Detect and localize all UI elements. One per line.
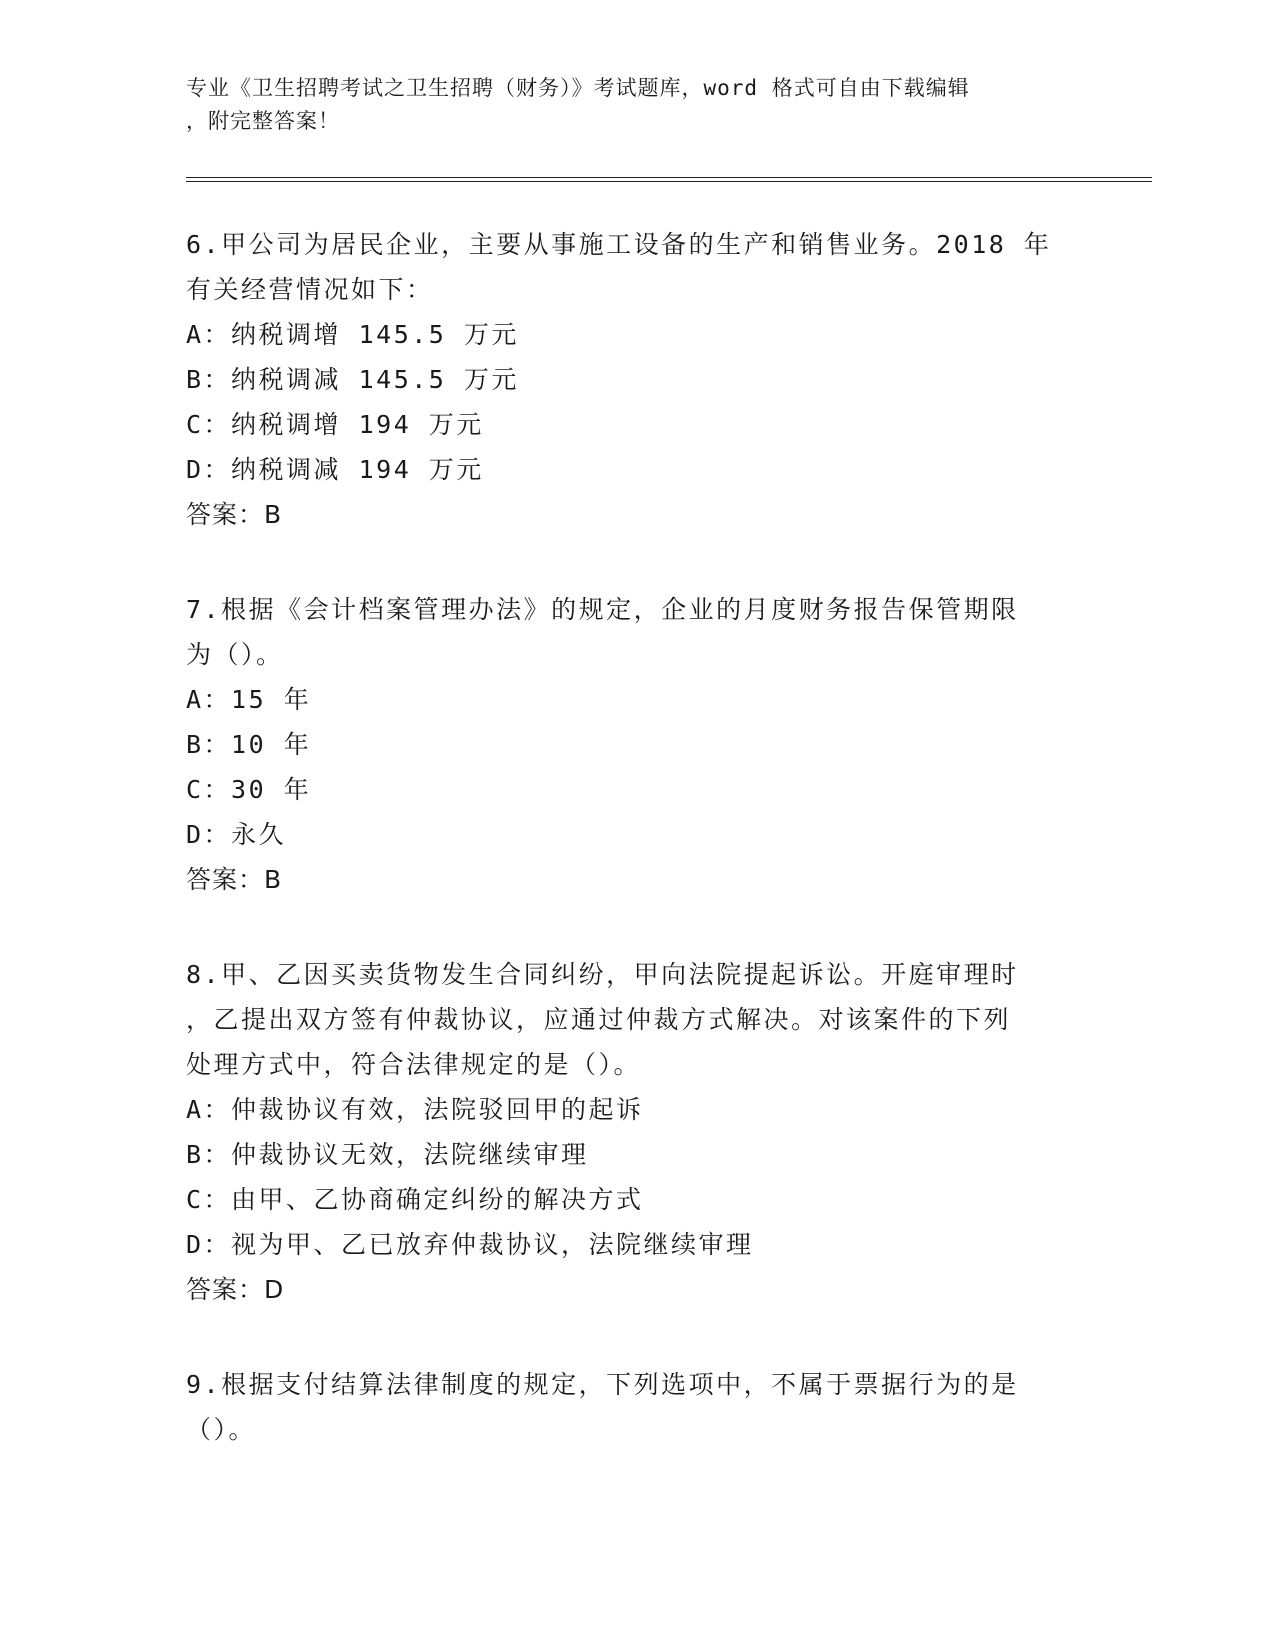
option-d: D：永久 — [186, 820, 287, 849]
question-stem-line: 9.根据支付结算法律制度的规定，下列选项中，不属于票据行为的是 — [186, 1370, 1019, 1399]
question-6 — [186, 222, 1086, 537]
option-c: C：由甲、乙协商确定纠纷的解决方式 — [186, 1185, 644, 1214]
option-c: C：30 年 — [186, 775, 312, 804]
header-divider-top — [186, 177, 1152, 178]
answer-label: 答案：B — [186, 500, 283, 529]
option-c: C：纳税调增 194 万元 — [186, 410, 484, 439]
question-stem-line: 6.甲公司为居民企业，主要从事施工设备的生产和销售业务。2018 年 — [186, 230, 1052, 259]
question-stem-line: 8.甲、乙因买卖货物发生合同纠纷，甲向法院提起诉讼。开庭审理时 — [186, 960, 1019, 989]
question-stem-line: （）。 — [186, 1415, 257, 1444]
question-8 — [186, 952, 1086, 1312]
answer-label: 答案：B — [186, 865, 283, 894]
option-a: A：15 年 — [186, 685, 312, 714]
question-9 — [186, 1362, 1086, 1452]
option-a: A：纳税调增 145.5 万元 — [186, 320, 519, 349]
question-stem-line: 为（）。 — [186, 640, 284, 669]
header-divider-bottom — [186, 181, 1152, 182]
header-line-2: ，附完整答案！ — [186, 109, 340, 133]
header-line-1: 专业《卫生招聘考试之卫生招聘（财务）》考试题库，word 格式可自由下载编辑 — [186, 76, 970, 100]
question-7 — [186, 587, 1086, 902]
question-stem-line: 有关经营情况如下： — [186, 275, 434, 304]
question-stem-line: 处理方式中，符合法律规定的是（）。 — [186, 1050, 642, 1079]
page-header — [186, 72, 1066, 138]
answer-label: 答案：D — [186, 1275, 285, 1304]
option-a: A：仲裁协议有效，法院驳回甲的起诉 — [186, 1095, 644, 1124]
question-stem-line: 7.根据《会计档案管理办法》的规定，企业的月度财务报告保管期限 — [186, 595, 1019, 624]
question-stem-line: ，乙提出双方签有仲裁协议，应通过仲裁方式解决。对该案件的下列 — [186, 1005, 1012, 1034]
option-b: B：10 年 — [186, 730, 312, 759]
option-d: D：纳税调减 194 万元 — [186, 455, 484, 484]
option-d: D：视为甲、乙已放弃仲裁协议，法院继续审理 — [186, 1230, 754, 1259]
option-b: B：仲裁协议无效，法院继续审理 — [186, 1140, 589, 1169]
option-b: B：纳税调减 145.5 万元 — [186, 365, 519, 394]
